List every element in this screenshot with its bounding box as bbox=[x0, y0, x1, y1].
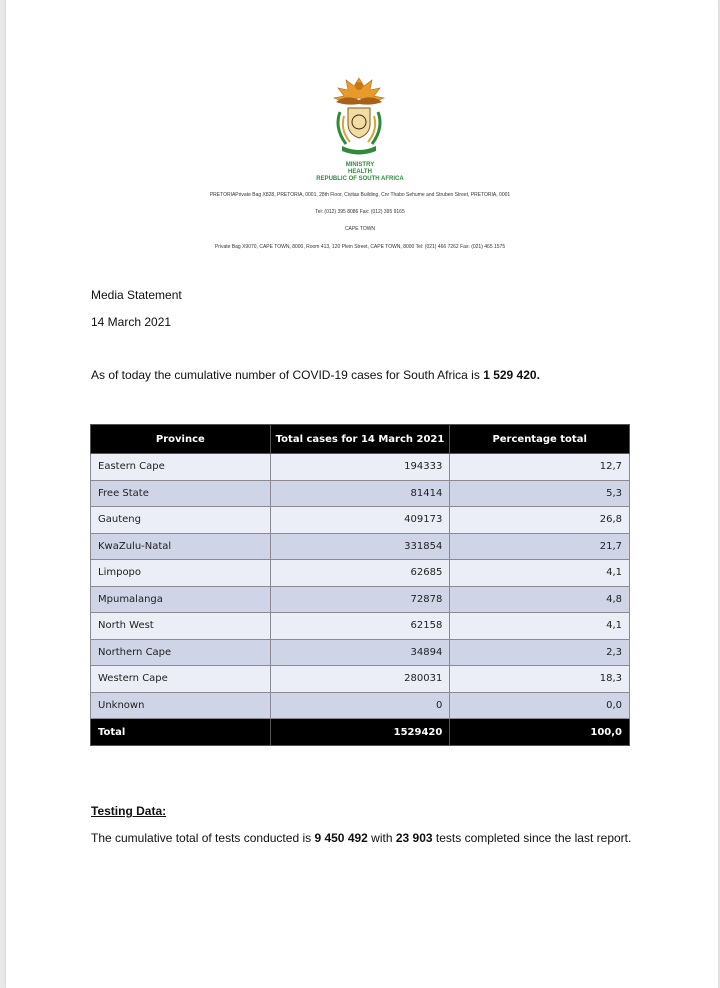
pct-cell: 12,7 bbox=[450, 454, 630, 481]
testing-sentence bbox=[91, 831, 631, 845]
table-row bbox=[91, 666, 630, 693]
cape-town-address: Private Bag X9070, CAPE TOWN, 8000, Room 413, 120 Plein Street, CAPE TOWN, 8000 Tel: (021) 466 7262 Fax: (021) 465 1575 bbox=[214, 244, 506, 250]
testing-text-before: The cumulative total of tests conducted is bbox=[91, 831, 315, 845]
table-row bbox=[91, 586, 630, 613]
cases-cell: 409173 bbox=[270, 507, 450, 534]
cases-cell: 0 bbox=[270, 692, 450, 719]
pct-cell: 5,3 bbox=[450, 480, 630, 507]
testing-text-middle: with bbox=[367, 831, 396, 845]
cumulative-cases-sentence bbox=[91, 368, 540, 382]
total-label: Total bbox=[91, 719, 271, 746]
cases-cell: 72878 bbox=[270, 586, 450, 613]
table-row bbox=[91, 560, 630, 587]
cumulative-suffix: . bbox=[536, 368, 540, 382]
header-total-cases: Total cases for 14 March 2021 bbox=[270, 425, 450, 454]
cases-cell: 194333 bbox=[270, 454, 450, 481]
table-row bbox=[91, 533, 630, 560]
pct-cell: 2,3 bbox=[450, 639, 630, 666]
pct-cell: 18,3 bbox=[450, 666, 630, 693]
province-cell: Northern Cape bbox=[91, 639, 271, 666]
new-tests-value: 23 903 bbox=[395, 831, 433, 845]
ministry-line-2: HEALTH bbox=[348, 169, 372, 175]
province-cell: North West bbox=[91, 613, 271, 640]
testing-text-after: tests completed since the last report. bbox=[432, 831, 632, 845]
total-pct: 100,0 bbox=[450, 719, 630, 746]
table-header-row bbox=[91, 425, 630, 454]
provincial-cases-table bbox=[90, 424, 630, 746]
table-row bbox=[91, 507, 630, 534]
testing-data-heading: Testing Data: bbox=[91, 804, 167, 818]
pretoria-address: PRETORIAPrivate Bag X828, PRETORIA, 0001, 28th Floor, Civitas Building, Cnr Thabo Sehume and Struben Street, PRETORIA, 0001 bbox=[209, 192, 511, 198]
table-total-row bbox=[91, 719, 630, 746]
cases-cell: 62158 bbox=[270, 613, 450, 640]
table-row bbox=[91, 639, 630, 666]
table-row bbox=[91, 454, 630, 481]
province-cell: Western Cape bbox=[91, 666, 271, 693]
cumulative-value: 1 529 420 bbox=[483, 368, 537, 382]
table-row bbox=[91, 613, 630, 640]
statement-type: Media Statement bbox=[91, 288, 182, 302]
table-row bbox=[91, 692, 630, 719]
pct-cell: 26,8 bbox=[450, 507, 630, 534]
pct-cell: 4,1 bbox=[450, 613, 630, 640]
table-row bbox=[91, 480, 630, 507]
province-cell: Unknown bbox=[91, 692, 271, 719]
province-cell: Limpopo bbox=[91, 560, 271, 587]
pct-cell: 0,0 bbox=[450, 692, 630, 719]
province-cell: Gauteng bbox=[91, 507, 271, 534]
cases-cell: 62685 bbox=[270, 560, 450, 587]
cases-cell: 81414 bbox=[270, 480, 450, 507]
header-province: Province bbox=[91, 425, 271, 454]
pct-cell: 4,8 bbox=[450, 586, 630, 613]
cases-cell: 34894 bbox=[270, 639, 450, 666]
ministry-line-1: MINISTRY bbox=[345, 162, 375, 168]
total-tests-value: 9 450 492 bbox=[314, 831, 368, 845]
coat-of-arms-icon bbox=[326, 72, 392, 160]
pretoria-tel: Tel: (012) 395 8086 Fax: (012) 395 9165 bbox=[315, 209, 405, 215]
statement-date: 14 March 2021 bbox=[91, 315, 172, 329]
province-cell: Free State bbox=[91, 480, 271, 507]
pct-cell: 21,7 bbox=[450, 533, 630, 560]
province-cell: Eastern Cape bbox=[91, 454, 271, 481]
ministry-line-3: REPUBLIC OF SOUTH AFRICA bbox=[316, 176, 404, 182]
total-cases: 1529420 bbox=[270, 719, 450, 746]
pct-cell: 4,1 bbox=[450, 560, 630, 587]
province-cell: KwaZulu-Natal bbox=[91, 533, 271, 560]
province-cell: Mpumalanga bbox=[91, 586, 271, 613]
cases-cell: 280031 bbox=[270, 666, 450, 693]
cape-town-label: CAPE TOWN bbox=[344, 226, 376, 232]
header-percentage: Percentage total bbox=[450, 425, 630, 454]
cases-cell: 331854 bbox=[270, 533, 450, 560]
cumulative-text: As of today the cumulative number of COVID-19 cases for South Africa is bbox=[91, 368, 484, 382]
